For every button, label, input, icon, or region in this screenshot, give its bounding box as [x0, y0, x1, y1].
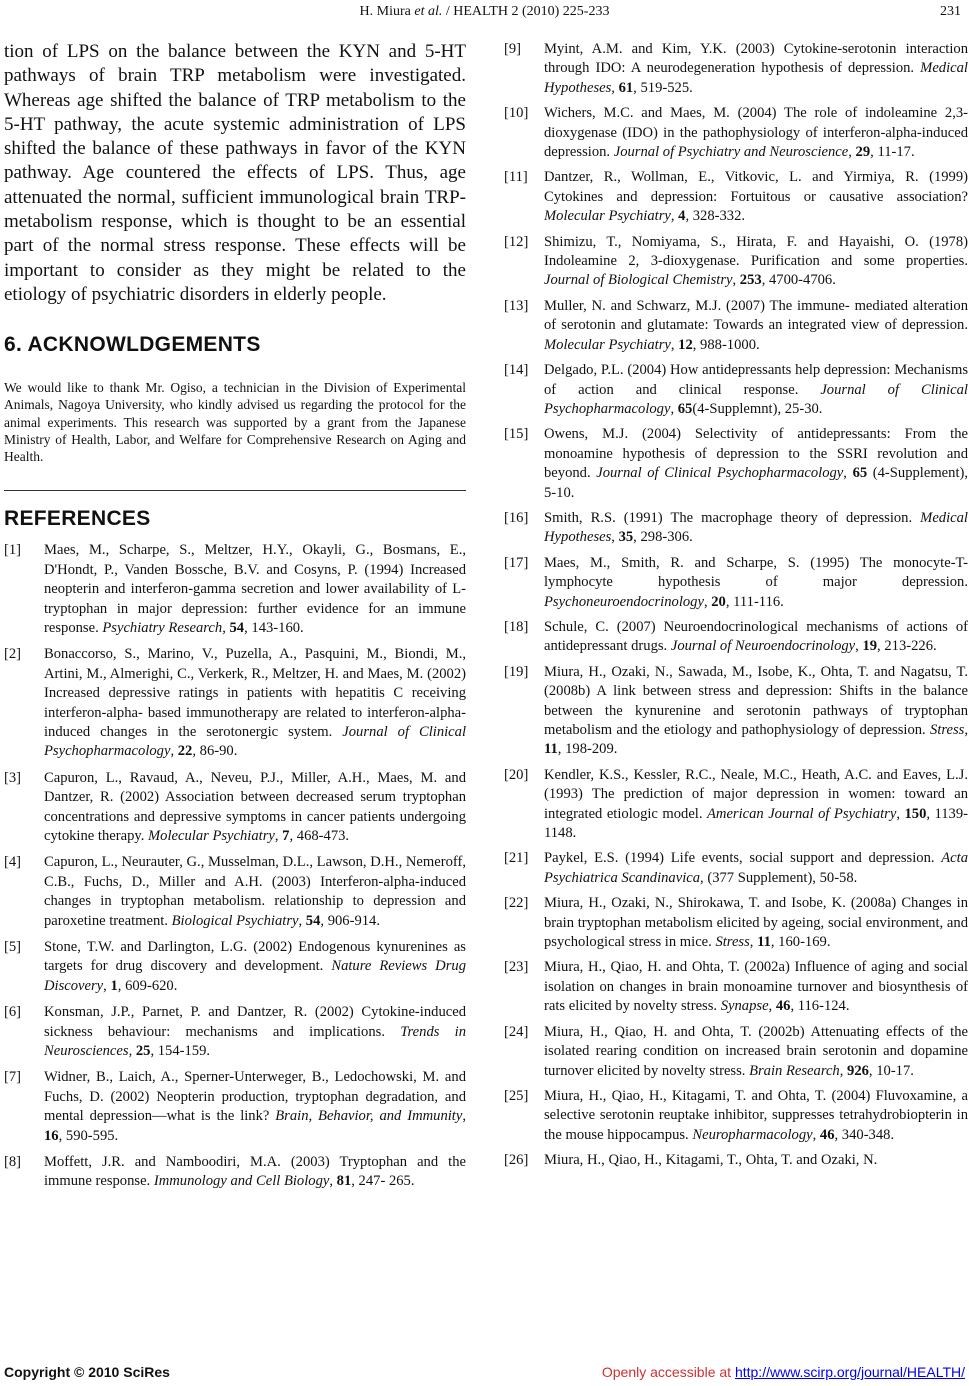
reference-item	[504, 361, 968, 419]
reference-volume: 54	[305, 912, 321, 929]
reference-pages: , 86-90.	[192, 743, 238, 760]
reference-number: [6]	[4, 1004, 22, 1021]
right-column	[504, 40, 968, 1177]
reference-authors: Miura, H., Qiao, H., Kitagami, T., Ohta, T. and Ozaki, N.	[544, 1152, 878, 1169]
intro-paragraph: tion of LPS on the balance between the KYN and 5-HT pathways of brain TRP metabolism were investigated. Whereas age shifted the balance of TRP metabolism to the 5-HT pathway, the acute systemic administration of LPS shifted the balance of these pathways in favor of the KYN pathway. Age countered the effects of LPS. Thus, age attenuated the normal, sufficient immunological brain TRP-metabolism response, which is thought to be an essential part of the normal stress response. These effects will be important to consider as they might be related to the etiology of psychiatric disorders in elderly people.	[4, 41, 466, 305]
reference-pages: , 111-116.	[725, 593, 784, 610]
reference-pages: , 160-169.	[770, 934, 831, 951]
reference-number: [18]	[504, 618, 529, 635]
reference-item	[4, 938, 466, 996]
reference-volume: 11	[757, 934, 771, 951]
reference-volume: 253	[739, 272, 762, 289]
reference-journal: Journal of Biological Chemistry	[544, 272, 733, 289]
reference-item	[504, 663, 968, 760]
reference-number: [9]	[504, 41, 522, 57]
reference-pages: , (377 Supplement), 50-58.	[700, 869, 858, 886]
reference-item	[4, 769, 466, 847]
reference-text: Maes, M., Smith, R. and Scharpe, S. (1995) The monocyte-T-lymphocyte hypothesis of major depression. Psychoneuroendocrinology, 20, 111-116.	[544, 554, 968, 610]
reference-volume: 46	[819, 1126, 835, 1143]
reference-text: Kendler, K.S., Kessler, R.C., Neale, M.C., Heath, A.C. and Eaves, L.J. (1993) The prediction of major depression in women: toward an integrated etiologic model. American Journal of Psychiatry, 150, 1139-1148.	[544, 766, 968, 842]
reference-volume: 20	[711, 593, 726, 610]
reference-pages: , 906-914.	[320, 912, 380, 929]
copyright-text: Copyright © 2010 SciRes	[4, 1364, 170, 1380]
ack-text: We would like to thank Mr. Ogiso, a technician in the Division of Experimental Animals, Nagoya University, who kindly advised us regarding the protocol for the animal experiments. This research was supported by a grant from the Japanese Ministry of Health, Labor, and Welfare for Comprehensive Research on Aging and Health.	[4, 380, 466, 465]
reference-number: [3]	[4, 769, 22, 786]
reference-authors: Shimizu, T., Nomiyama, S., Hirata, F. and Hayaishi, O. (1978) Indoleamine 2, 3-dioxygenase. Purification and some properties.	[544, 233, 968, 270]
running-title-etal: et al.	[414, 4, 443, 19]
reference-pages: , 468-473.	[289, 827, 350, 844]
reference-volume: 65	[852, 465, 868, 482]
reference-text: Smith, R.S. (1991) The macrophage theory of depression. Medical Hypotheses, 35, 298-306.	[544, 509, 968, 546]
reference-pages: , 1139-1148.	[544, 805, 968, 842]
reference-volume: 22	[177, 743, 193, 760]
reference-item	[504, 849, 968, 888]
reference-text: Moffett, J.R. and Namboodiri, M.A. (2003) Tryptophan and the immune response. Immunology and Cell Biology, 81, 247- 265.	[44, 1154, 466, 1190]
reference-text: Capuron, L., Ravaud, A., Neveu, P.J., Miller, A.H., Maes, M. and Dantzer, R. (2002) Association between decreased serum tryptophan concentrations and depressive symptoms in cancer patients undergoing cytokine therapy. Molecular Psychiatry, 7, 468-473.	[44, 769, 466, 844]
reference-item	[4, 1068, 466, 1146]
running-title-authors: H. Miura	[359, 4, 415, 19]
reference-authors: Owens, M.J. (2004) Selectivity of antidepressants: From the monoamine hypothesis of depression to the SSRI revolution and beyond.	[544, 426, 968, 482]
reference-volume: 65	[677, 400, 693, 417]
left-column	[4, 40, 466, 1199]
page-number: 231	[940, 4, 961, 19]
reference-pages: , 298-306.	[633, 529, 693, 546]
reference-number: [1]	[4, 542, 22, 559]
reference-authors: Delgado, P.L. (2004) How antidepressants help depression: Mechanisms of action and clinical response.	[544, 362, 968, 398]
reference-item	[504, 233, 968, 291]
reference-authors: Miura, H., Qiao, H., Kitagami, T. and Ohta, T. (2004) Fluvoxamine, a selective serotonin reuptake inhibitor, suppresses tetrahydrobiopterin in the mouse hippocampus.	[544, 1087, 968, 1143]
reference-number: [24]	[504, 1023, 529, 1040]
reference-number: [10]	[504, 105, 529, 122]
reference-journal: Neuropharmacology	[692, 1126, 813, 1143]
reference-authors: Paykel, E.S. (1994) Life events, social support and depression.	[544, 850, 942, 867]
reference-number: [4]	[4, 854, 22, 871]
reference-number: [20]	[504, 766, 529, 783]
reference-pages: , 11-17.	[870, 144, 915, 161]
reference-item	[504, 509, 968, 548]
reference-item	[504, 168, 968, 226]
reference-pages: , 988-1000.	[692, 336, 760, 353]
reference-text: Schule, C. (2007) Neuroendocrinological mechanisms of actions of antidepressant drugs. Journal of Neuroendocrinology, 19, 213-226.	[544, 618, 968, 655]
reference-item	[4, 1003, 466, 1061]
reference-number: [14]	[504, 362, 529, 379]
reference-number: [8]	[4, 1154, 22, 1171]
reference-pages: , 143-160.	[244, 619, 304, 636]
reference-text	[544, 1151, 968, 1170]
reference-journal: Journal of Neuroendocrinology	[670, 638, 856, 655]
reference-item	[504, 618, 968, 657]
reference-text: Widner, B., Laich, A., Sperner-Unterweger, B., Ledochowski, M. and Fuchs, D. (2002) Neopterin production, tryptophan degradation, and mental depression—what is the link? Brain, Behavior, and Immunity, 16, 590-595.	[44, 1069, 466, 1144]
reference-authors: Miura, H., Qiao, H. and Ohta, T. (2002a) Influence of aging and social isolation on changes in brain monoamine turnover and biosynthesis of rats elicited by novelty stress.	[544, 959, 968, 1015]
reference-pages: , 340-348.	[834, 1126, 895, 1143]
reference-number: [7]	[4, 1069, 22, 1086]
reference-pages: , 590-595.	[58, 1127, 119, 1144]
reference-item	[504, 425, 968, 503]
reference-volume: 19	[862, 638, 878, 655]
reference-text: Miura, H., Ozaki, N., Shirokawa, T. and Isobe, K. (2008a) Changes in brain tryptophan metabolism elicited by ageing, social environment, and psychological stress in mice. Stress, 11, 160-169.	[544, 895, 968, 951]
reference-text: Wichers, M.C. and Maes, M. (2004) The role of indoleamine 2,3-dioxygenase (IDO) in the pathophysiology of interferon-alpha-induced depression. Journal of Psychiatry and Neuroscience, 29, 11-17.	[544, 105, 968, 161]
reference-text: Stone, T.W. and Darlington, L.G. (2002) Endogenous kynurenines as targets for drug discovery and development. Nature Reviews Drug Discovery, 1, 609-620.	[44, 939, 466, 994]
reference-item	[4, 1153, 466, 1192]
reference-journal: Synapse	[720, 998, 769, 1015]
reference-item	[504, 1023, 968, 1081]
open-access-notice	[602, 1364, 965, 1380]
reference-journal: Medical Hypotheses	[544, 509, 968, 546]
reference-authors: Miura, H., Ozaki, N., Sawada, M., Isobe, K., Ohta, T. and Nagatsu, T. (2008b) A link between stress and depression: Shifts in the balance between the kynurenine and serotonin pathways of tryptophan metabolism and the etiology and pathophysiology of depression.	[544, 663, 968, 738]
reference-journal: Journal of Clinical Psychopharmacology	[44, 723, 467, 760]
reference-authors: Maes, M., Scharpe, S., Meltzer, H.Y., Okayli, G., Bosmans, E., D'Hondt, P., Vanden Bossche, B.V. and Cosyns, P. (1994) Increased neopterin and interferon-gamma secretion and lower availability of L-tryptophan in major depression: further evidence for an immune response.	[44, 542, 466, 636]
reference-item	[504, 554, 968, 612]
reference-authors: Muller, N. and Schwarz, M.J. (2007) The immune- mediated alteration of serotonin and glutamate: Towards an integrated view of depression.	[544, 297, 968, 334]
reference-authors: Schule, C. (2007) Neuroendocrinological mechanisms of actions of antidepressant drugs.	[544, 618, 968, 655]
reference-journal: American Journal of Psychiatry	[706, 805, 897, 822]
reference-number: [21]	[504, 850, 529, 867]
reference-pages: (4-Supplemnt), 25-30.	[692, 400, 823, 417]
reference-journal: Molecular Psychiatry	[544, 208, 671, 225]
reference-pages: , 116-124.	[790, 998, 850, 1015]
reference-authors: Miura, H., Qiao, H. and Ohta, T. (2002b) Attenuating effects of the isolated rearing condition on increased brain serotonin and dopamine turnover elicited by novelty stress.	[544, 1023, 968, 1079]
reference-journal: Journal of Clinical Psychopharmacology	[596, 465, 844, 482]
reference-authors: Capuron, L., Ravaud, A., Neveu, P.J., Miller, A.H., Maes, M. and Dantzer, R. (2002) Association between decreased serum tryptophan concentrations and depressive symptoms in cancer patients undergoing cytokine therapy.	[44, 769, 466, 844]
reference-volume: 11	[544, 741, 558, 758]
reference-journal: Psychiatry Research	[102, 619, 223, 636]
reference-item	[4, 541, 466, 638]
reference-text: Miura, H., Qiao, H. and Ohta, T. (2002b) Attenuating effects of the isolated rearing condition on increased brain serotonin and dopamine turnover elicited by novelty stress. Brain Research, 926, 10-17.	[544, 1023, 968, 1079]
open-access-label: Openly accessible at	[601, 1364, 735, 1380]
reference-journal: Stress	[715, 934, 750, 951]
reference-journal: Medical Hypotheses	[544, 60, 968, 96]
reference-pages: , 247- 265.	[351, 1173, 415, 1190]
running-title-journal: / HEALTH 2 (2010) 225-233	[442, 4, 610, 19]
reference-item	[504, 766, 968, 844]
reference-authors: Konsman, J.P., Parnet, P. and Dantzer, R. (2002) Cytokine-induced sickness behaviour: mechanisms and implications.	[44, 1004, 466, 1040]
reference-volume: 1	[110, 977, 118, 994]
reference-pages: , 154-159.	[150, 1043, 211, 1060]
reference-authors: Kendler, K.S., Kessler, R.C., Neale, M.C., Heath, A.C. and Eaves, L.J. (1993) The prediction of major depression in women: toward an integrated etiologic model.	[544, 766, 968, 822]
running-header	[0, 0, 969, 24]
reference-journal: Molecular Psychiatry	[148, 827, 275, 844]
reference-text: Owens, M.J. (2004) Selectivity of antidepressants: From the monoamine hypothesis of depression to the SSRI revolution and beyond. Journal of Clinical Psychopharmacology, 65 (4-Supplement), 5-10.	[544, 426, 969, 501]
reference-authors: Widner, B., Laich, A., Sperner-Unterweger, B., Ledochowski, M. and Fuchs, D. (2002) Neopterin production, tryptophan degradation, and mental depression—what is the link?	[44, 1069, 466, 1125]
reference-journal: Brain, Behavior, and Immunity	[275, 1108, 463, 1125]
reference-authors: Moffett, J.R. and Namboodiri, M.A. (2003) Tryptophan and the immune response.	[44, 1154, 466, 1190]
reference-item	[504, 297, 968, 355]
reference-authors: Wichers, M.C. and Maes, M. (2004) The role of indoleamine 2,3-dioxygenase (IDO) in the pathophysiology of interferon-alpha-induced depression.	[544, 105, 968, 161]
reference-text: Maes, M., Scharpe, S., Meltzer, H.Y., Okayli, G., Bosmans, E., D'Hondt, P., Vanden Bossche, B.V. and Cosyns, P. (1994) Increased neopterin and interferon-gamma secretion and lower availability of L-tryptophan in major depression: further evidence for an immune response. Psychiatry Research, 54, 143-160.	[44, 542, 466, 636]
reference-journal: Journal of Psychiatry and Neuroscience	[613, 144, 849, 161]
reference-journal: Stress	[930, 722, 965, 738]
reference-item	[504, 1087, 968, 1145]
reference-journal: Psychoneuroendocrinology	[544, 593, 704, 610]
reference-text: Myint, A.M. and Kim, Y.K. (2003) Cytokine-serotonin interaction through IDO: A neurodegeneration hypothesis of depression. Medical Hypotheses, 61, 519-525.	[544, 41, 968, 96]
reference-journal: Molecular Psychiatry	[544, 336, 671, 353]
references-list-right	[504, 40, 968, 1171]
reference-authors: Myint, A.M. and Kim, Y.K. (2003) Cytokine-serotonin interaction through IDO: A neurodegeneration hypothesis of depression.	[544, 41, 968, 77]
reference-volume: 81	[336, 1173, 352, 1190]
reference-text: Muller, N. and Schwarz, M.J. (2007) The immune- mediated alteration of serotonin and glutamate: Towards an integrated view of depression. Molecular Psychiatry, 12, 988-1000.	[544, 297, 968, 353]
reference-number: [25]	[504, 1087, 529, 1104]
reference-pages: , 609-620.	[117, 977, 178, 994]
reference-volume: 16	[44, 1127, 59, 1144]
reference-text: Miura, H., Qiao, H., Kitagami, T. and Ohta, T. (2004) Fluvoxamine, a selective serotonin reuptake inhibitor, suppresses tetrahydrobiopterin in the mouse hippocampus. Neuropharmacology, 46, 340-348.	[544, 1087, 968, 1143]
reference-pages: , 198-209.	[557, 741, 618, 758]
reference-item	[504, 40, 968, 98]
reference-journal: Immunology and Cell Biology	[153, 1173, 330, 1190]
reference-number: [22]	[504, 895, 529, 912]
reference-text: Miura, H., Ozaki, N., Sawada, M., Isobe, K., Ohta, T. and Nagatsu, T. (2008b) A link between stress and depression: Shifts in the balance between the kynurenine and serotonin pathways of tryptophan metabolism and the etiology and pathophysiology of depression. Stress, 11, 198-209.	[544, 663, 968, 758]
reference-volume: 926	[847, 1062, 869, 1079]
reference-authors: Maes, M., Smith, R. and Scharpe, S. (1995) The monocyte-T-lymphocyte hypothesis of major depression.	[544, 554, 968, 591]
reference-volume: 29	[855, 144, 871, 161]
reference-text: Capuron, L., Neurauter, G., Musselman, D.L., Lawson, D.H., Nemeroff, C.B., Fuchs, D., Miller and A.H. (2003) Interferon-alpha-induced changes in tryptophan metabolism. relationship to depression and paroxetine treatment. Biological Psychiatry, 54, 906-914.	[44, 854, 466, 929]
reference-number: [26]	[504, 1152, 529, 1169]
reference-pages: , 4700-4706.	[761, 272, 836, 289]
references-heading: REFERENCES	[4, 507, 151, 531]
reference-volume: 35	[618, 529, 634, 546]
reference-authors: Smith, R.S. (1991) The macrophage theory of depression.	[544, 509, 921, 526]
references-list-left	[4, 541, 466, 1192]
reference-text: Shimizu, T., Nomiyama, S., Hirata, F. and Hayaishi, O. (1978) Indoleamine 2, 3-dioxygenase. Purification and some properties. Journal of Biological Chemistry, 253, 4700-4706.	[544, 233, 968, 289]
reference-number: [23]	[504, 959, 529, 976]
reference-authors: Bonaccorso, S., Marino, V., Puzella, A., Pasquini, M., Biondi, M., Artini, M., Almerighi, C., Verkerk, R., Meltzer, H. and Maes, M. (2002) Increased depressive ratings in patients with hepatitis C receiving interferon-alpha- based immunotherapy are related to interferon-alpha- induced changes in the serotonergic system.	[44, 646, 466, 740]
journal-url-link[interactable]: http://www.scirp.org/journal/HEALTH/	[734, 1364, 965, 1380]
running-title	[0, 0, 969, 24]
reference-number: [17]	[504, 554, 529, 571]
reference-journal: Biological Psychiatry	[171, 912, 299, 929]
reference-text: Bonaccorso, S., Marino, V., Puzella, A., Pasquini, M., Biondi, M., Artini, M., Almerighi, C., Verkerk, R., Meltzer, H. and Maes, M. (2002) Increased depressive ratings in patients with hepatitis C receiving interferon-alpha- based immunotherapy are related to interferon-alpha- induced changes in the serotonergic system. Journal of Clinical Psychopharmacology, 22, 86-90.	[44, 646, 467, 760]
reference-item	[504, 1151, 968, 1170]
reference-pages: , 213-226.	[877, 638, 937, 655]
reference-volume: 12	[678, 336, 693, 353]
reference-number: [2]	[4, 646, 22, 663]
reference-journal: Acta Psychiatrica Scandinavica	[544, 850, 968, 886]
reference-item	[504, 958, 968, 1016]
reference-authors: Stone, T.W. and Darlington, L.G. (2002) Endogenous kynurenines as targets for drug discovery and development.	[44, 939, 466, 975]
reference-text: Miura, H., Qiao, H. and Ohta, T. (2002a) Influence of aging and social isolation on changes in brain monoamine turnover and biosynthesis of rats elicited by novelty stress. Synapse, 46, 116-124.	[544, 959, 968, 1015]
reference-volume: 61	[618, 79, 634, 96]
reference-authors: Dantzer, R., Wollman, E., Vitkovic, L. and Yirmiya, R. (1999) Cytokines and depression: Fortuitous or causative association?	[544, 169, 968, 205]
reference-pages: , 328-332.	[685, 208, 746, 225]
page-footer	[0, 1362, 969, 1384]
reference-authors: Miura, H., Ozaki, N., Shirokawa, T. and Isobe, K. (2008a) Changes in brain tryptophan metabolism elicited by ageing, social environment, and psychological stress in mice.	[544, 895, 968, 951]
reference-text: Dantzer, R., Wollman, E., Vitkovic, L. and Yirmiya, R. (1999) Cytokines and depression: Fortuitous or causative association? Molecular Psychiatry, 4, 328-332.	[544, 169, 968, 225]
reference-number: [5]	[4, 939, 22, 955]
reference-item	[504, 894, 968, 952]
reference-text: Delgado, P.L. (2004) How antidepressants help depression: Mechanisms of action and clinical response. Journal of Clinical Psychopharmacology, 65(4-Supplemnt), 25-30.	[544, 362, 968, 417]
reference-authors: Capuron, L., Neurauter, G., Musselman, D.L., Lawson, D.H., Nemeroff, C.B., Fuchs, D., Miller and A.H. (2003) Interferon-alpha-induced changes in tryptophan metabolism. relationship to depression and paroxetine treatment.	[44, 854, 466, 929]
reference-item	[4, 645, 466, 761]
reference-number: [15]	[504, 426, 529, 443]
reference-item	[504, 104, 968, 162]
reference-volume: 4	[678, 208, 686, 225]
reference-volume: 7	[282, 827, 290, 844]
reference-journal: Nature Reviews Drug Discovery	[44, 958, 466, 994]
reference-number: [11]	[504, 169, 528, 186]
reference-text	[544, 849, 968, 888]
reference-volume: 54	[229, 619, 245, 636]
reference-text: Konsman, J.P., Parnet, P. and Dantzer, R. (2002) Cytokine-induced sickness behaviour: mechanisms and implications. Trends in Neurosciences, 25, 154-159.	[44, 1004, 466, 1060]
reference-journal: Journal of Clinical Psychopharmacology	[544, 381, 968, 417]
reference-volume: 25	[135, 1043, 151, 1060]
reference-number: [13]	[504, 297, 529, 314]
reference-number: [19]	[504, 663, 529, 680]
reference-journal: Brain Research	[749, 1062, 840, 1079]
reference-journal: Trends in Neurosciences	[44, 1023, 466, 1060]
ack-heading: 6. ACKNOWLDGEMENTS	[4, 333, 261, 357]
reference-pages: (4-Supplement), 5-10.	[544, 465, 969, 501]
reference-pages: , 10-17.	[868, 1062, 914, 1079]
reference-number: [12]	[504, 233, 529, 250]
reference-number: [16]	[504, 509, 529, 526]
reference-volume: 150	[904, 805, 927, 822]
reference-volume: 46	[775, 998, 791, 1015]
reference-item	[4, 853, 466, 931]
reference-pages: , 519-525.	[633, 79, 693, 96]
